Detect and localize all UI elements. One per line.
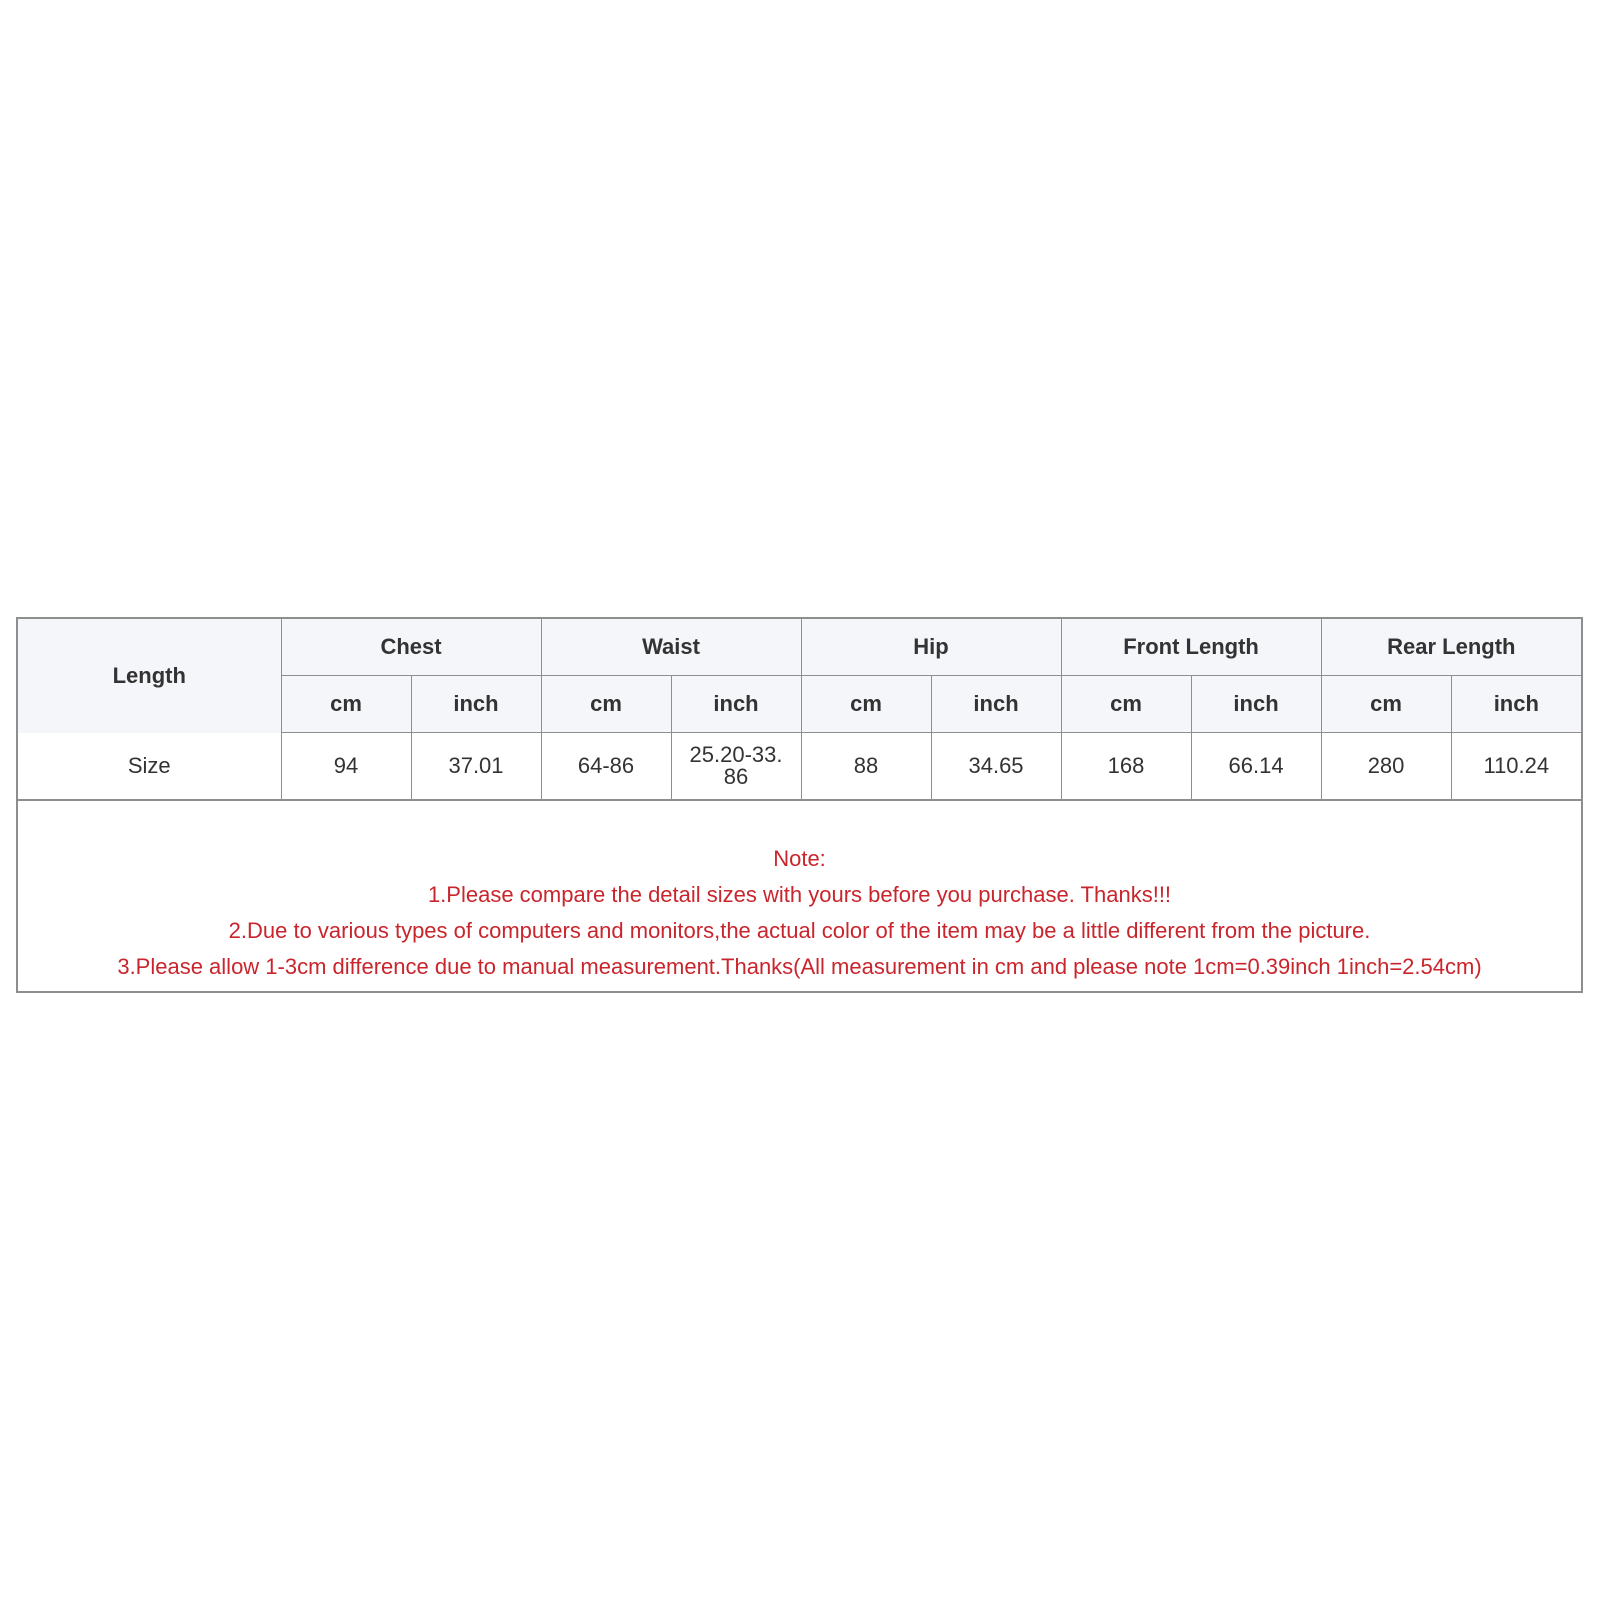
table-cell: 37.01: [411, 733, 541, 800]
size-table: [18, 619, 1581, 800]
unit-header: cm: [1061, 676, 1191, 733]
unit-header: inch: [671, 676, 801, 733]
table-cell: 88: [801, 733, 931, 800]
unit-header: cm: [541, 676, 671, 733]
corner-header: Length: [18, 619, 281, 733]
group-header-front-length: Front Length: [1061, 619, 1321, 676]
group-header-chest: Chest: [281, 619, 541, 676]
table-cell: 168: [1061, 733, 1191, 800]
note-line: 3.Please allow 1-3cm difference due to manual measurement.Thanks(All measurement in cm and please note 1cm=0.39inch 1inch=2.54cm): [117, 954, 1482, 979]
table-cell: 110.24: [1451, 733, 1581, 800]
table-row: [18, 733, 1581, 800]
table-cell: 34.65: [931, 733, 1061, 800]
unit-header: inch: [931, 676, 1061, 733]
table-cell: 66.14: [1191, 733, 1321, 800]
group-header-rear-length: Rear Length: [1321, 619, 1581, 676]
notes-section: [18, 800, 1581, 991]
unit-header: inch: [1451, 676, 1581, 733]
group-header-hip: Hip: [801, 619, 1061, 676]
unit-header: inch: [411, 676, 541, 733]
note-line: 2.Due to various types of computers and monitors,the actual color of the item may be a little different from the picture.: [228, 918, 1371, 943]
table-cell: 64-86: [541, 733, 671, 800]
table-cell: 280: [1321, 733, 1451, 800]
unit-header: cm: [281, 676, 411, 733]
size-chart: [16, 617, 1583, 993]
group-header-waist: Waist: [541, 619, 801, 676]
table-cell: 25.20-33. 86: [671, 733, 801, 800]
table-cell: 94: [281, 733, 411, 800]
unit-header: cm: [801, 676, 931, 733]
note-title: Note:: [773, 846, 826, 871]
unit-header: inch: [1191, 676, 1321, 733]
unit-header: cm: [1321, 676, 1451, 733]
row-label: Size: [18, 733, 281, 800]
note-line: 1.Please compare the detail sizes with yours before you purchase. Thanks!!!: [427, 882, 1172, 907]
